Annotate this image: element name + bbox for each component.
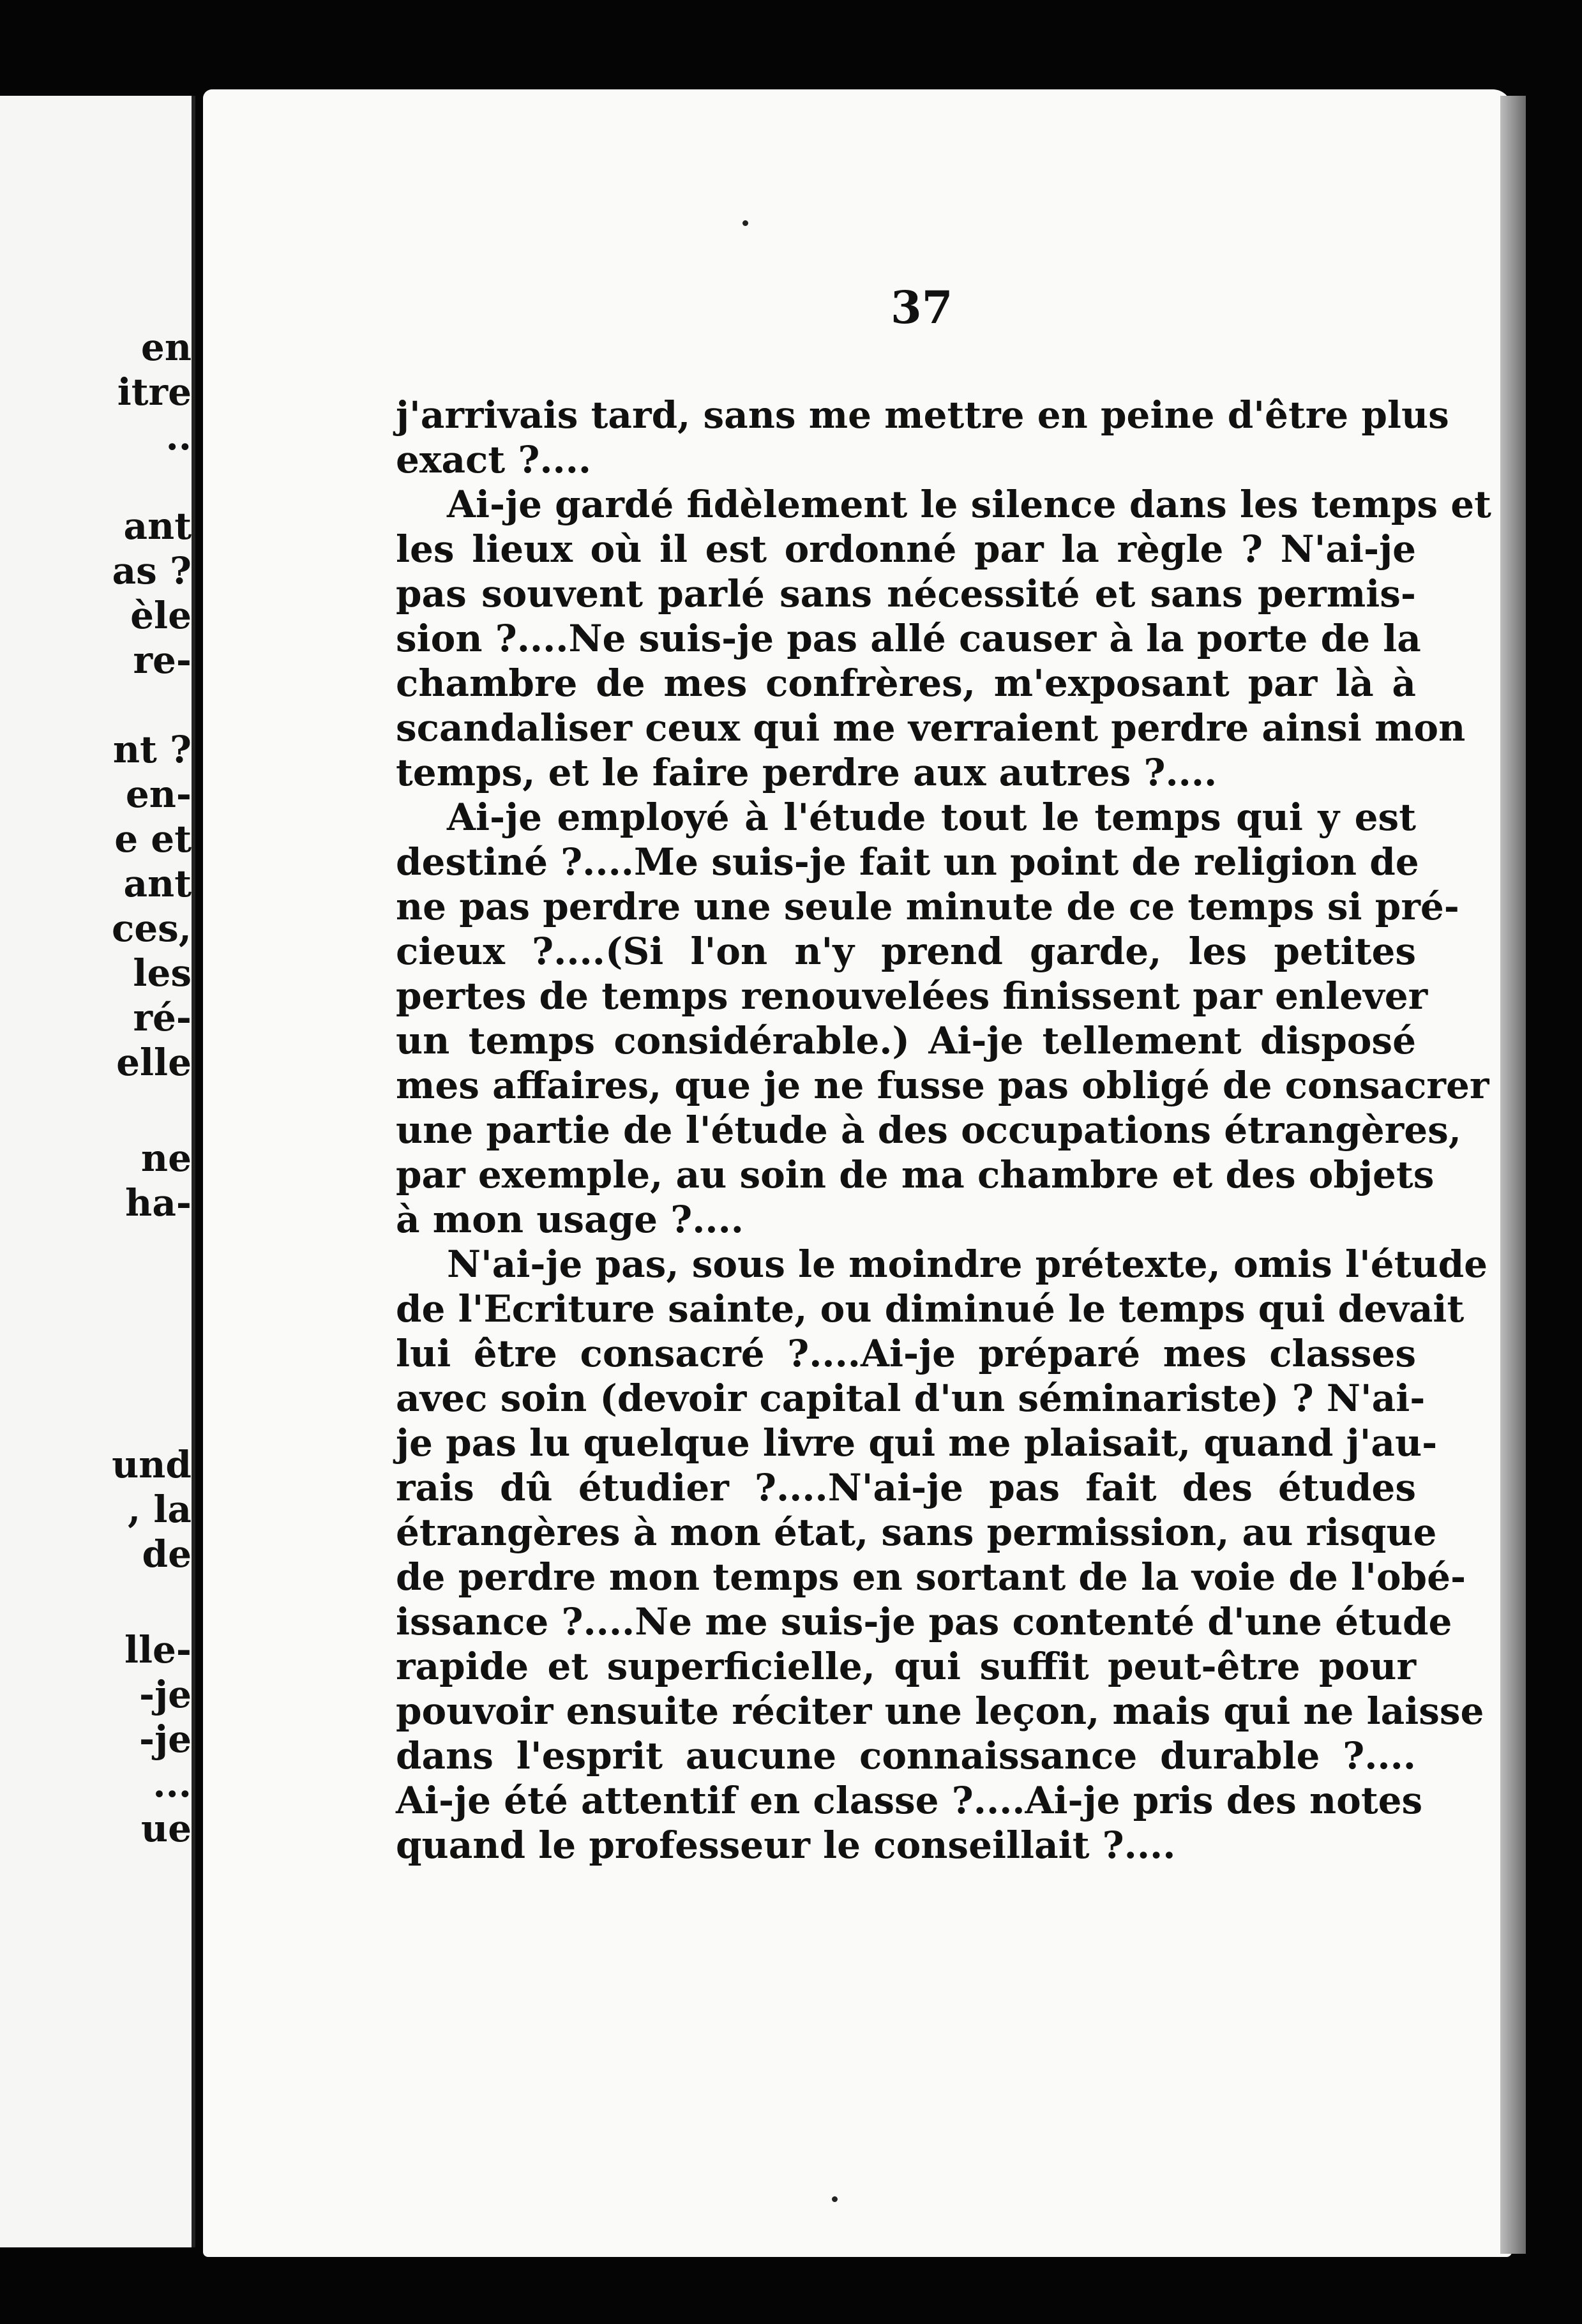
text-line: un temps considérable.) Ai-je tellement disposé — [396, 1019, 1416, 1062]
text-line: exact ?.... — [396, 438, 592, 481]
left-page-fragment: .. — [165, 415, 192, 458]
text-line: pertes de temps renouvelées finissent par enlever — [396, 974, 1428, 1018]
left-page-fragment: ue — [140, 1807, 192, 1850]
text-line: Ai-je été attentif en classe ?....Ai-je pris des notes — [396, 1779, 1423, 1822]
text-line: N'ai-je pas, sous le moindre prétexte, omis l'étude — [447, 1242, 1488, 1286]
left-page-fragment: elle — [116, 1041, 192, 1084]
left-page-fragment: ... — [153, 1762, 192, 1806]
text-line: chambre de mes confrères, m'exposant par là à — [396, 661, 1416, 705]
left-page-fragment: -je — [139, 1717, 192, 1761]
left-page-fragment: ant — [123, 862, 192, 905]
left-page-fragment: ces, — [111, 907, 192, 950]
left-page-fragment: e et — [114, 817, 192, 861]
text-line: temps, et le faire perdre aux autres ?.... — [396, 751, 1217, 794]
left-page-fragment: èle — [130, 594, 192, 637]
text-line: de l'Ecriture sainte, ou diminué le temps qui devait — [396, 1287, 1465, 1331]
left-page-fragment: ne — [140, 1136, 192, 1180]
left-page-fragment: , la — [128, 1488, 192, 1531]
text-line: scandaliser ceux qui me verraient perdre ainsi mon — [396, 706, 1466, 750]
text-line: Ai-je employé à l'étude tout le temps qui y est — [447, 796, 1416, 839]
left-page-fragment: itre — [117, 370, 192, 414]
left-page-fragment: as ? — [112, 549, 192, 592]
text-line: sion ?....Ne suis-je pas allé causer à la porte de la — [396, 617, 1421, 660]
text-line: Ai-je gardé fidèlement le silence dans les temps et — [447, 483, 1491, 526]
text-line: lui être consacré ?....Ai-je préparé mes classes — [396, 1332, 1416, 1375]
left-page-fragment: en — [140, 326, 192, 369]
text-line: issance ?....Ne me suis-je pas contenté d'une étude — [396, 1600, 1452, 1643]
text-line: avec soin (devoir capital d'un séminariste) ? N'ai- — [396, 1377, 1426, 1420]
text-line: je pas lu quelque livre qui me plaisait, quand j'au- — [396, 1421, 1438, 1465]
left-page-edge — [0, 96, 195, 2247]
text-line: rais dû étudier ?....N'ai-je pas fait des études — [396, 1466, 1416, 1509]
left-page-fragment: ha- — [125, 1181, 192, 1225]
text-line: quand le professeur le conseillait ?.... — [396, 1823, 1176, 1867]
page-number: 37 — [891, 281, 953, 334]
left-page-fragment: nt ? — [112, 728, 192, 771]
text-line: les lieux où il est ordonné par la règle ? N'ai-je — [396, 527, 1416, 571]
left-page-fragment: en- — [125, 773, 192, 816]
left-page-fragment: ré- — [133, 996, 192, 1039]
text-line: pas souvent parlé sans nécessité et sans permis- — [396, 572, 1416, 615]
left-page-fragment: re- — [133, 638, 192, 682]
left-page-fragment: les — [133, 951, 192, 995]
text-line: pouvoir ensuite réciter une leçon, mais qui ne laisse — [396, 1689, 1484, 1733]
text-line: ne pas perdre une seule minute de ce temps si pré- — [396, 885, 1459, 928]
left-page-fragment: lle- — [124, 1628, 192, 1671]
page-edge-shadow — [1500, 96, 1526, 2254]
text-line: destiné ?....Me suis-je fait un point de religion de — [396, 840, 1419, 884]
text-line: dans l'esprit aucune connaissance durable ?.... — [396, 1734, 1416, 1777]
left-page-fragment: -je — [139, 1673, 192, 1716]
left-page-fragment: de — [142, 1532, 192, 1576]
ink-speck — [832, 2196, 838, 2202]
left-page-fragment: und — [112, 1443, 192, 1486]
text-line: de perdre mon temps en sortant de la voie de l'obé- — [396, 1555, 1466, 1599]
text-line: j'arrivais tard, sans me mettre en peine d'être plus — [396, 393, 1449, 437]
text-line: cieux ?....(Si l'on n'y prend garde, les petites — [396, 930, 1416, 973]
text-line: une partie de l'étude à des occupations étrangères, — [396, 1108, 1461, 1152]
left-page-fragment: ant — [123, 504, 192, 548]
text-line: rapide et superficielle, qui suffit peut-être pour — [396, 1645, 1416, 1688]
text-line: étrangères à mon état, sans permission, au risque — [396, 1511, 1437, 1554]
text-line: mes affaires, que je ne fusse pas obligé de consacrer — [396, 1064, 1489, 1107]
text-line: à mon usage ?.... — [396, 1198, 744, 1241]
text-line: par exemple, au soin de ma chambre et des objets — [396, 1153, 1435, 1196]
ink-speck — [742, 220, 748, 226]
